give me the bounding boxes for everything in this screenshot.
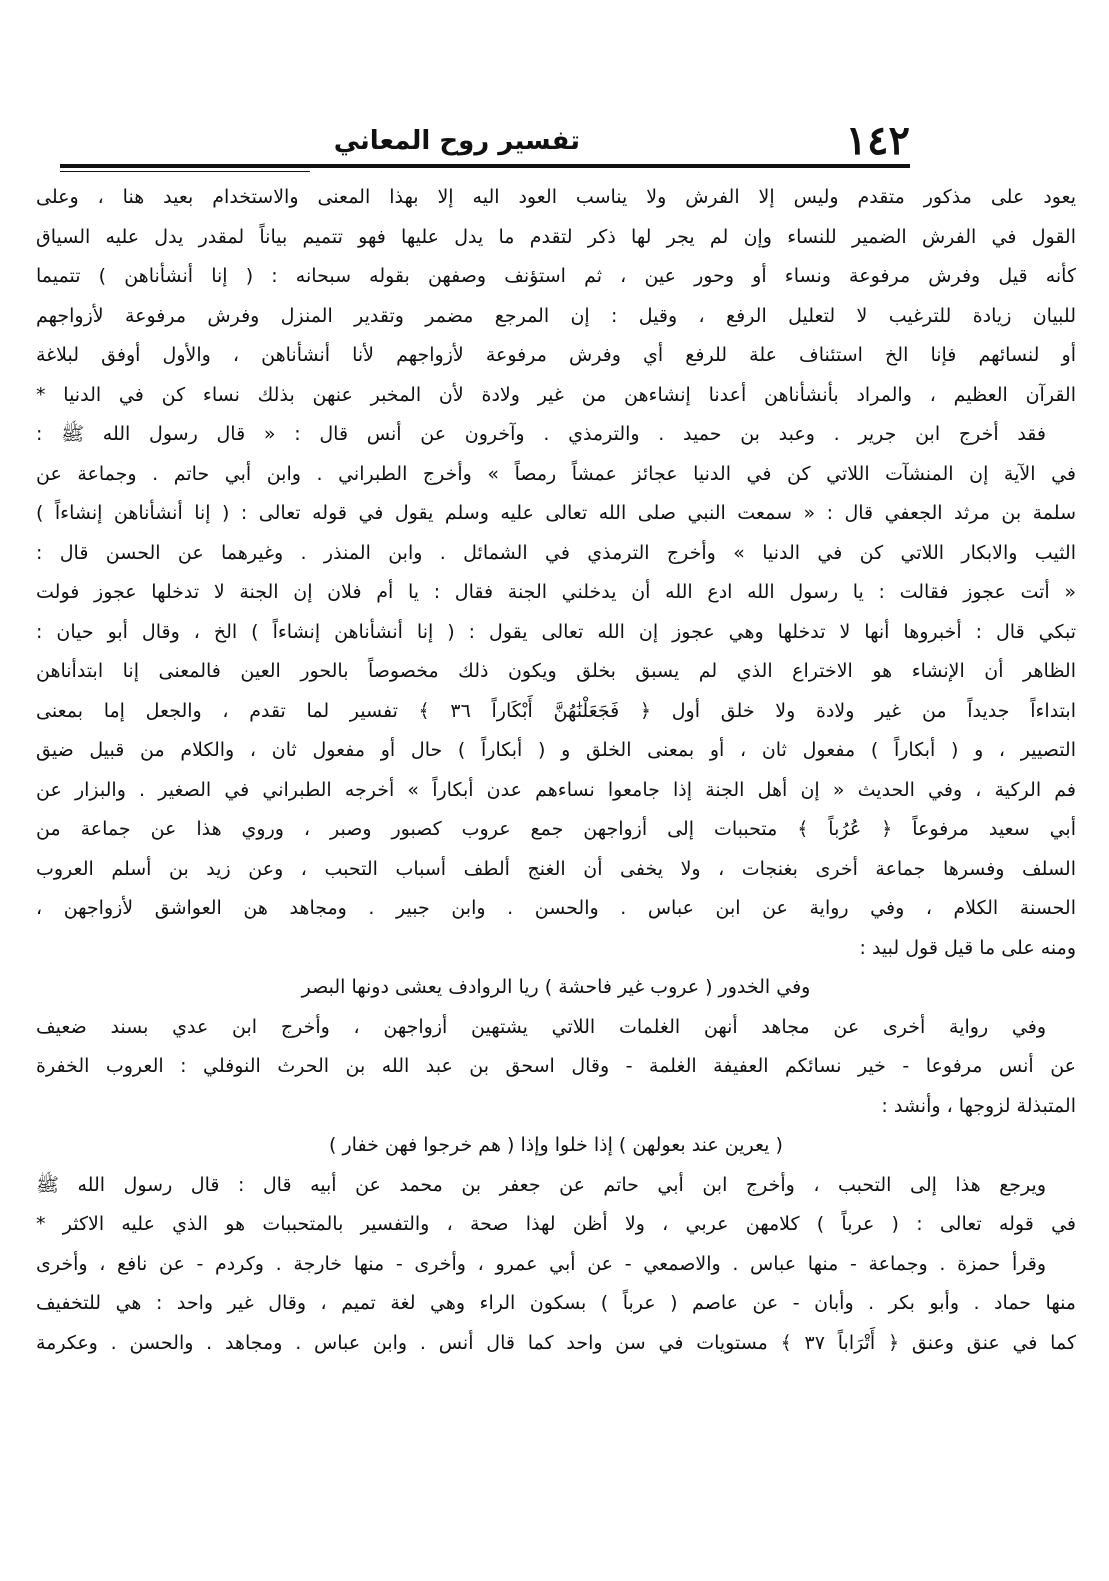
text-line: أبي سعيد مرفوعاً ﴿ عُرُباً ﴾ متحببات إلى أزواجهن جمع عروب كصبور وصبر ، وروي هذا عن جماعة من: [36, 818, 1076, 840]
text-line: عن أنس مرفوعا - خير نسائكم العفيفة الغلمة - وقال اسحق بن عبد الله بن الحرث النوفلي : العروب الخفرة: [36, 1055, 1076, 1077]
text-line: الثيب والابكار اللاتي كن في الدنيا » وأخرج الترمذي في الشمائل . وابن المنذر . وغيرهما عن الحسن قال :: [36, 541, 1076, 564]
text-line: كأنه قيل وفرش مرفوعة ونساء أو وحور عين ، ثم استؤنف وصفهن بقوله سبحانه : ( إنا أنشأناهن ) تتميما: [36, 265, 1076, 287]
page-number: ١٤٢: [845, 117, 910, 164]
text-line: التصيير ، و ( أبكاراً ) مفعول ثان ، أو بمعنى الخلق و ( أبكاراً ) حال أو مفعول ثان ، والكلام من قبيل ضيق: [36, 739, 1076, 761]
text-line: في قوله تعالى : ( عرباً ) كلامهن عربي ، ولا أظن لهذا صحة ، والتفسير بالمتحببات هو الذي عليه الاكثر *: [36, 1213, 1076, 1235]
text-line: أو لنسائهم فإنا الخ استئناف علة للرفع أي وفرش مرفوعة لأزواجهم لأنا أنشأناهن ، والأول أوفق لبلاغة: [36, 344, 1076, 366]
poetry-verse: ( يعرين عند بعولهن ) إذا خلوا وإذا ( هم خرجوا فهن خفار ): [329, 1134, 783, 1156]
text-line: ومنه على ما قيل قول لبيد :: [859, 936, 1076, 959]
page-header: [60, 118, 910, 168]
text-line: السلف وفسرها جماعة أخرى بغنجات ، ولا يخفى أن الغنج ألطف أسباب التحبب ، وعن زيد بن أسلم العروب: [36, 857, 1076, 880]
text-line: القرآن العظيم ، والمراد بأنشأناهن أعدنا إنشاءهن من غير ولادة لأن المخبر عنهن بذلك نساء كن في الدنيا *: [36, 383, 1076, 406]
header-rule: [60, 164, 910, 168]
text-line: الحسنة الكلام ، وفي رواية عن ابن عباس . والحسن . وابن جبير . ومجاهد هن العواشق لأزواجهن ،: [36, 897, 1076, 919]
text-line: « أتت عجوز فقالت : يا رسول الله ادع الله أن يدخلني الجنة فقال : يا أم فلان إن الجنة لا تدخلها عجوز فولت: [36, 581, 1076, 603]
text-line: المتبذلة لزوجها ، وأنشد :: [881, 1094, 1076, 1117]
text-line: ويرجع هذا إلى التحبب ، وأخرج ابن أبي حاتم عن جعفر بن محمد عن أبيه قال : قال رسول الله ﷺ: [36, 1173, 1046, 1196]
text-line: القول في الفرش الضمير للنساء وإن لم يجر لها ذكر لتقدم ما يدل عليها فهو تتميم بياناً لمقدر يدل عليه السياق: [36, 225, 1076, 248]
text-line: تبكي قال : أخبروها أنها لا تدخلها وهي عجوز إن الله تعالى يقول : ( إنا أنشأناهن إنشاءاً ) الخ ، وقال أبو حيان :: [36, 620, 1076, 643]
text-line: كما في عنق وعنق ﴿ أَتْرَاباً ٣٧ ﴾ مستويات في سن واحد كما قال أنس . وابن عباس . ومجاهد . والحسن . وعكرمة: [36, 1331, 1076, 1354]
text-line: ابتداءاً جديداً من غير ولادة ولا خلق أول ﴿ فَجَعَلْنَٰهُنَّ أَبْكَاراً ٣٦ ﴾ تفسير لما تقدم ، والجعل إما بمعنى: [36, 699, 1076, 722]
text-line: فقد أخرج ابن جرير . وعبد بن حميد . والترمذي . وآخرون عن أنس قال : « قال رسول الله ﷺ :: [36, 423, 1046, 445]
text-line: في الآية إن المنشآت اللاتي كن في الدنيا عجائز عمشاً رمصاً » وأخرج الطبراني . وابن أبي حاتم . وجماعة عن: [36, 462, 1076, 485]
text-line: وقرأ حمزة . وجماعة - منها عباس . والاصمعي - عن أبي عمرو ، وأخرى - منها خارجة . وكردم - عن نافع ، وأخرى: [36, 1252, 1046, 1275]
poetry-verse: وفي الخدور ( عروب غير فاحشة ) ريا الروادف يعشى دونها البصر: [301, 976, 811, 998]
text-line: الظاهر أن الإنشاء هو الاختراع الذي لم يسبق بخلق ويكون ذلك مخصوصاً بالحور العين فالمعنى إنا ابتدأناهن: [36, 660, 1076, 682]
text-line: منها حماد . وأبو بكر . وأبان - عن عاصم ( عرباً ) بسكون الراء وهي لغة تميم ، وقال غير واحد : هي للتخفيف: [36, 1292, 1076, 1314]
text-line: للبيان زيادة للترغيب لا لتعليل الرفع ، وقيل : إن المرجع مضمر وتقدير المنزل وفرش مرفوعة لأزواجهم: [36, 304, 1076, 327]
text-line: يعود على مذكور متقدم وليس إلا الفرش ولا يناسب العود اليه إلا بهذا المعنى والاستخدام بعيد هنا ، وعلى: [36, 186, 1076, 208]
page-body: [36, 178, 1076, 1363]
header-rule-thin: [60, 171, 310, 172]
text-line: وفي رواية أخرى عن مجاهد أنهن الغلمات اللاتي يشتهين أزواجهن ، وأخرج ابن عدي بسند ضعيف: [36, 1015, 1046, 1038]
running-title: تفسير روح المعاني: [333, 126, 580, 156]
text-line: فم الركية ، وفي الحديث « إن أهل الجنة إذا جامعوا نساءهم عدن أبكاراً » أخرجه الطبراني في الصغير . والبزار عن: [36, 778, 1076, 801]
text-line: سلمة بن مرثد الجعفي قال : « سمعت النبي صلى الله تعالى عليه وسلم يقول في قوله تعالى : ( إنا أنشأناهن إنشاءاً ): [36, 502, 1076, 524]
